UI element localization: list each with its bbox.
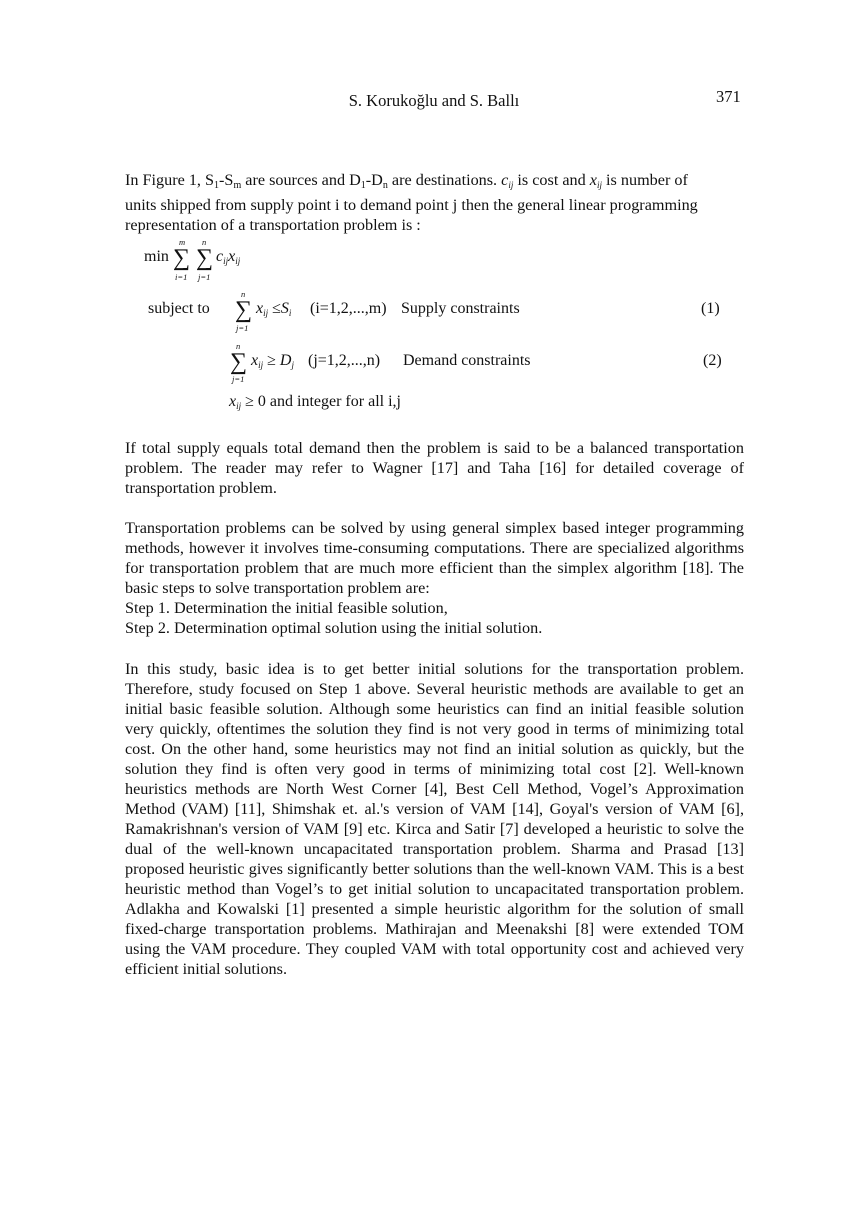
nonnegativity-constraint — [229, 393, 401, 411]
intro-line-1 — [125, 170, 688, 196]
intro-text: are destinations. — [387, 171, 502, 189]
sum-upper-limit: m — [179, 237, 186, 247]
intro-text: is number of — [602, 171, 688, 189]
objective-terms — [216, 248, 240, 266]
subscript: ij — [263, 308, 269, 318]
demand-label: Demand constraints — [403, 352, 531, 369]
sum-upper-limit: n — [236, 341, 241, 351]
math-x: x — [228, 248, 236, 265]
sum-lower-limit: i=1 — [175, 272, 188, 282]
intro-line-2: units shipped from supply point i to demand point j then the general linear programming — [125, 196, 698, 214]
intro-text: -S — [219, 171, 234, 189]
math-x: x — [256, 300, 264, 317]
subject-to-label: subject to — [148, 300, 210, 317]
subscript: 1 — [214, 180, 220, 191]
subscript: ij — [236, 401, 242, 411]
subscript: ij — [223, 256, 229, 266]
subscript: ij — [235, 256, 241, 266]
equation-number: (1) — [701, 300, 720, 317]
sigma-symbol: ∑ — [173, 245, 191, 271]
min-label: min — [144, 248, 169, 265]
subscript: ij — [258, 360, 264, 370]
demand-range: (j=1,2,...,n) — [308, 352, 381, 369]
paragraph-balanced: If total supply equals total demand then the problem is said to be a balanced transportation problem. The reader may refer to Wagner [17] and Taha [16] for detailed coverage of transportation problem. — [125, 439, 744, 497]
step-1: Step 1. Determination the initial feasible solution, — [125, 599, 448, 617]
sum-upper-limit: n — [241, 289, 246, 299]
sum-lower-limit: j=1 — [232, 374, 245, 384]
relation-symbol: ≥ — [267, 352, 276, 369]
sum-lower-limit: j=1 — [198, 272, 211, 282]
page-number: 371 — [716, 87, 741, 106]
intro-text: -D — [365, 171, 383, 189]
sigma-symbol: ∑ — [230, 349, 248, 375]
subscript: n — [382, 180, 388, 191]
supply-label: Supply constraints — [401, 300, 520, 317]
supply-expression — [256, 300, 291, 318]
subscript: m — [233, 180, 242, 191]
equation-number: (2) — [703, 352, 722, 369]
subscript: j — [291, 360, 294, 370]
math-s: S — [280, 300, 289, 317]
intro-text: is cost and — [513, 171, 590, 189]
sum-upper-limit: n — [202, 237, 207, 247]
subscript: 1 — [360, 180, 366, 191]
subscript: i — [288, 308, 292, 318]
nonnegativity-text: ≥ 0 and integer for all i,j — [241, 393, 401, 410]
running-head-authors: S. Korukoğlu and S. Ballı — [348, 91, 520, 110]
intro-text: In Figure 1, S — [125, 171, 215, 189]
supply-range: (i=1,2,...,m) — [310, 300, 387, 317]
subscript: ij — [596, 180, 602, 190]
math-x: x — [251, 352, 259, 369]
sum-lower-limit: j=1 — [236, 323, 249, 333]
math-d: D — [279, 352, 292, 369]
demand-expression — [251, 352, 294, 370]
math-c: c — [501, 171, 509, 189]
paragraph-simplex: Transportation problems can be solved by using general simplex based integer programming methods, however it involves time-consuming computations. There are specialized algorithms for transportation problem that are much more efficient than the simplex algorithm [18]. The basic steps to solve transportation problem are: — [125, 519, 744, 597]
math-x: x — [229, 393, 237, 410]
step-2: Step 2. Determination optimal solution using the initial solution. — [125, 619, 543, 637]
paragraph-study: In this study, basic idea is to get better initial solutions for the transportation problem. Therefore, study focused on Step 1 above. Several heuristic methods are available to get an initial basic feasible solution. Although some heuristics can find an initial feasible solution very quickly, oftentimes the solution they find is not very good in terms of minimizing total cost. On the other hand, some heuristics may not find an initial solution as quickly, but the solution they find is often very good in terms of minimizing total cost [2]. Well-known heuristics methods are North West Corner [4], Best Cell Method, Vogel’s Approximation Method (VAM) [11], Shimshak et. al.'s version of VAM [14], Goyal's version of VAM [6], Ramakrishnan's version of VAM [9] etc. Kirca and Satir [7] developed a heuristic to solve the dual of the well-known uncapacitated transportation problem. Sharma and Prasad [13] proposed heuristic gives significantly better solutions than the well-known VAM. This is a best heuristic method than Vogel’s to get initial solution to uncapacitated transportation problem. Adlakha and Kowalski [1] presented a simple heuristic algorithm for the solution of small fixed-charge transportation problems. Mathirajan and Meenakshi [8] were extended TOM using the VAM procedure. They coupled VAM with total opportunity cost and achieved very efficient initial solutions. — [125, 660, 744, 978]
math-x: x — [589, 171, 597, 189]
intro-text: are sources and D — [241, 171, 361, 189]
subscript: ij — [508, 180, 514, 190]
math-c: c — [216, 248, 224, 265]
sigma-symbol: ∑ — [235, 297, 253, 323]
relation-symbol: ≤ — [272, 300, 281, 317]
sigma-symbol: ∑ — [196, 245, 214, 271]
intro-line-3: representation of a transportation problem is : — [125, 216, 421, 234]
